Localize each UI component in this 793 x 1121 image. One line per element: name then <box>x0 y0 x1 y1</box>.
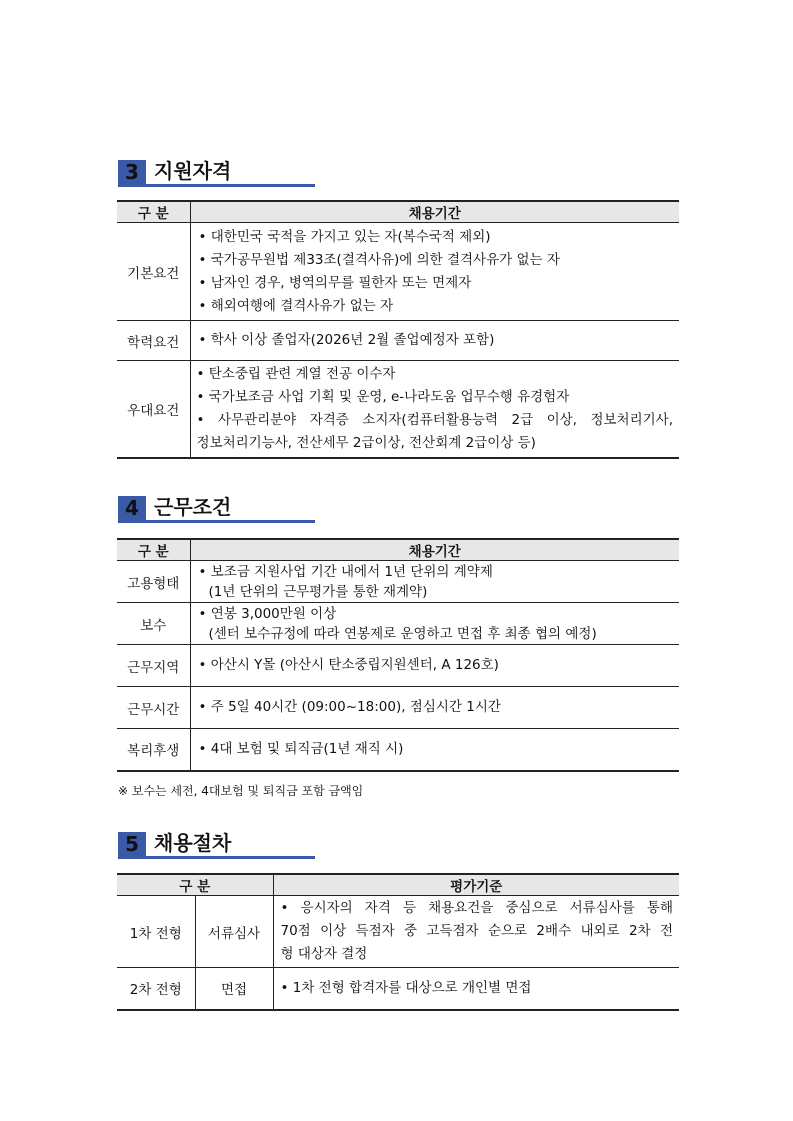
row-content <box>190 603 679 645</box>
row-content <box>190 561 679 603</box>
table-row <box>117 223 679 321</box>
section-number: 5 <box>118 832 146 856</box>
row-content <box>273 896 679 968</box>
row-label: 복리후생 <box>117 729 190 771</box>
list-item: • 보조금 지원사업 기간 내에서 1년 단위의 계약제 <box>198 563 493 580</box>
header-content: 채용기간 <box>190 201 679 223</box>
salary-note: ※ 보수는 세전, 4대보험 및 퇴직금 포함 금액임 <box>118 784 364 798</box>
stage-label: 1차 전형 <box>117 896 195 968</box>
heading-underline <box>118 520 315 523</box>
list-item: 형 대상자 결정 <box>280 946 368 962</box>
table-header-row <box>117 539 679 561</box>
table-row <box>117 561 679 603</box>
list-item: (센터 보수규정에 따라 연봉제로 운영하고 면접 후 최종 협의 예정) <box>208 625 597 642</box>
row-content <box>190 321 679 361</box>
table-row <box>117 896 679 968</box>
list-item: (1년 단위의 근무평가를 통한 재계약) <box>208 583 428 600</box>
list-item: • 응시자의 자격 등 채용요건을 중심으로 서류심사를 통해 <box>280 900 673 916</box>
header-category: 구 분 <box>117 539 190 561</box>
list-item: • 1차 전형 합격자를 대상으로 개인별 면접 <box>280 979 532 996</box>
section-number: 4 <box>118 496 146 520</box>
list-item: • 학사 이상 졸업자(2026년 2월 졸업예정자 포함) <box>198 332 495 348</box>
row-content <box>190 645 679 687</box>
section-number: 3 <box>118 160 146 184</box>
row-content <box>190 223 679 321</box>
list-item: • 해외여행에 결격사유가 없는 자 <box>198 297 394 314</box>
header-content: 평가기준 <box>273 874 679 896</box>
work-conditions-table <box>117 538 679 772</box>
list-item: • 남자인 경우, 병역의무를 필한자 또는 면제자 <box>198 274 472 291</box>
table-row <box>117 687 679 729</box>
list-item: • 연봉 3,000만원 이상 <box>198 605 337 622</box>
list-item: • 국가공무원법 제33조(결격사유)에 의한 결격사유가 없는 자 <box>198 251 560 268</box>
list-item: 정보처리기능사, 전산세무 2급이상, 전산회계 2급이상 등) <box>196 435 536 451</box>
header-content: 채용기간 <box>190 539 679 561</box>
header-category: 구 분 <box>117 201 190 223</box>
header-category: 구 분 <box>117 874 273 896</box>
row-content <box>190 361 679 459</box>
heading-underline <box>118 856 315 859</box>
heading-underline <box>118 184 315 187</box>
row-label: 근무시간 <box>117 687 190 729</box>
row-label: 우대요건 <box>117 361 190 459</box>
list-item: • 국가보조금 사업 기획 및 운영, e-나라도움 업무수행 유경험자 <box>196 389 570 405</box>
row-content <box>273 968 679 1010</box>
list-item: • 사무관리분야 자격증 소지자(컴퓨터활용능력 2급 이상, 정보처리기사, <box>196 412 673 428</box>
table-row <box>117 361 679 459</box>
list-item: • 탄소중립 관련 계열 전공 이수자 <box>196 366 396 382</box>
section-4-heading <box>118 496 315 524</box>
section-3-heading <box>118 160 315 188</box>
table-row <box>117 603 679 645</box>
stage-type: 면접 <box>195 968 273 1010</box>
table-row <box>117 729 679 771</box>
list-item: • 주 5일 40시간 (09:00~18:00), 점심시간 1시간 <box>198 699 501 715</box>
stage-type: 서류심사 <box>195 896 273 968</box>
list-item: • 4대 보험 및 퇴직금(1년 재직 시) <box>198 740 404 757</box>
row-label: 학력요건 <box>117 321 190 361</box>
qualification-table <box>117 200 679 459</box>
list-item: • 대한민국 국적을 가지고 있는 자(복수국적 제외) <box>198 228 491 245</box>
row-label: 보수 <box>117 603 190 645</box>
row-label: 기본요건 <box>117 223 190 321</box>
section-title: 근무조건 <box>154 495 232 519</box>
stage-label: 2차 전형 <box>117 968 195 1010</box>
row-content <box>190 687 679 729</box>
table-header-row <box>117 201 679 223</box>
table-row <box>117 321 679 361</box>
list-item: 70점 이상 득점자 중 고득점자 순으로 2배수 내외로 2차 전 <box>280 923 673 939</box>
section-title: 채용절차 <box>154 831 232 855</box>
row-label: 근무지역 <box>117 645 190 687</box>
section-title: 지원자격 <box>154 159 232 183</box>
table-row <box>117 968 679 1010</box>
section-5-heading <box>118 832 315 860</box>
table-header-row <box>117 874 679 896</box>
list-item: • 아산시 Y몰 (아산시 탄소중립지원센터, A 126호) <box>198 657 499 673</box>
procedure-table <box>117 873 679 1011</box>
row-content <box>190 729 679 771</box>
row-label: 고용형태 <box>117 561 190 603</box>
table-row <box>117 645 679 687</box>
